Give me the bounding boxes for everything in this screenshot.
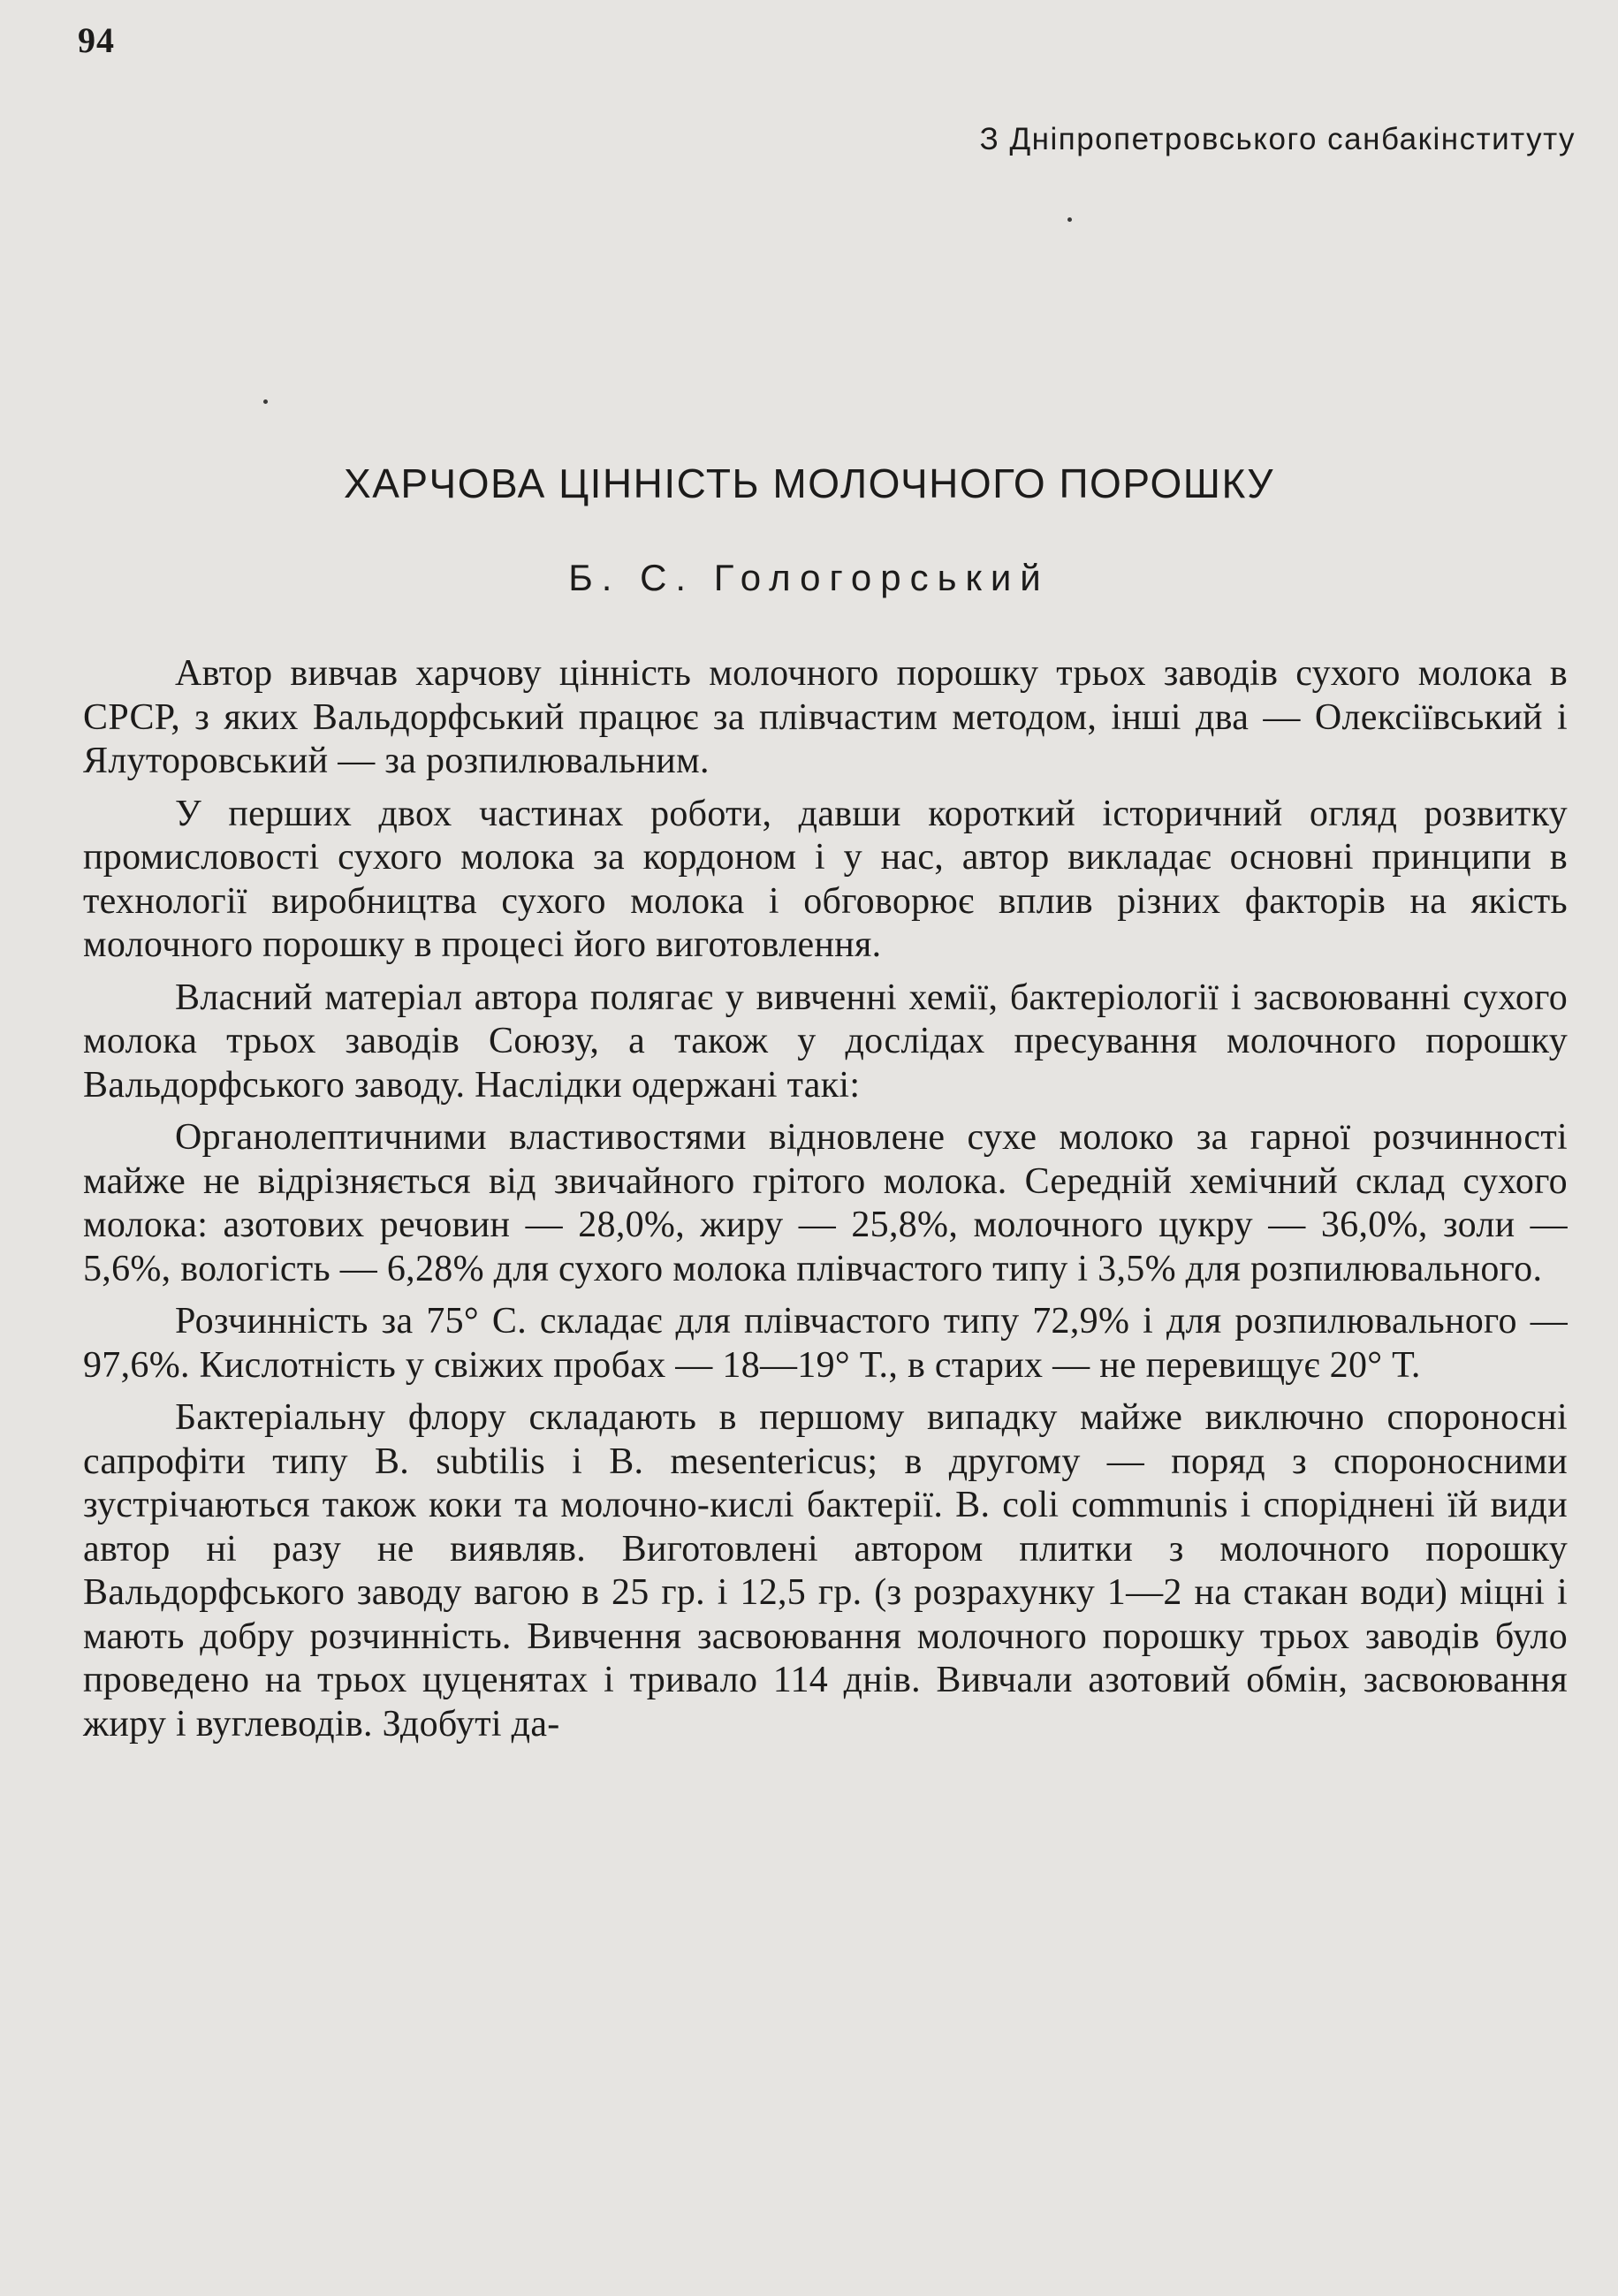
paragraph-5: Розчинність за 75° С. складає для плівчастого типу 72,9% і для розпилювального — 97,6%. Кислотність у свіжих пробах — 18—19° Т., в старих — не перевищує 20° Т. xyxy=(83,1301,1568,1386)
article-title: ХАРЧОВА ЦІННІСТЬ МОЛОЧНОГО ПОРОШКУ xyxy=(344,460,1274,506)
paragraph-2: У перших двох частинах роботи, давши короткий історичний огляд розвитку промисловості сухого молока за кордоном і у нас, автор викладає основні принципи в технології виробництва сухого молока і обговорює вплив різних факторів на якість молочного порошку в процесі його виготовлення. xyxy=(83,793,1568,965)
institute-header: З Дніпропетровського санбакінституту xyxy=(979,122,1576,156)
paragraph-6: Бактеріальну флору складають в першому випадку майже виключно спороносні сапрофіти типу B. subtilis і B. mesentericus; в другому — поряд з спороносними зустрічаються також коки та молочно-кислі бактерії. B. coli communis і споріднені їй види автор ні разу не виявляв. Виготовлені автором плитки з молочного порошку Вальдорфського заводу вагою в 25 гр. і 12,5 гр. (з розрахунку 1—2 на стакан води) міцні і мають добру розчинність. Вивчення засвоювання молочного порошку трьох заводів було проведено на трьох цуценятах і тривало 114 днів. Вивчали азотовий обмін, засвоювання жиру і вуглеводів. Здобуті да- xyxy=(83,1397,1568,1745)
paragraph-1: Автор вивчав харчову цінність молочного порошку трьох заводів сухого молока в СРСР, з яких Вальдорфський працює за плівчастим методом, інші два — Олексіївський і Ялуторовський — за розпилювальним. xyxy=(83,653,1568,781)
paragraph-3: Власний матеріал автора полягає у вивченні хемії, бактеріології і засвоюванні сухого молока трьох заводів Союзу, а також у дослідах пресування молочного порошку Вальдорфського заводу. Наслідки одержані такі: xyxy=(83,977,1568,1106)
article-author: Б. С. Гологорський xyxy=(568,557,1050,598)
print-speck xyxy=(1067,217,1072,222)
page-number: 94 xyxy=(78,20,115,60)
print-speck xyxy=(263,399,268,404)
article-body xyxy=(83,652,1568,1755)
paragraph-4: Органолептичними властивостями відновлене сухе молоко за гарної розчинності майже не відрізняється від звичайного грітого молока. Середній хемічний склад сухого молока: азотових речовин — 28,0%, жиру — 25,8%, молочного цукру — 36,0%, золи — 5,6%, вологість — 6,28% для сухого молока плівчастого типу і 3,5% для розпилювального. xyxy=(83,1117,1568,1289)
